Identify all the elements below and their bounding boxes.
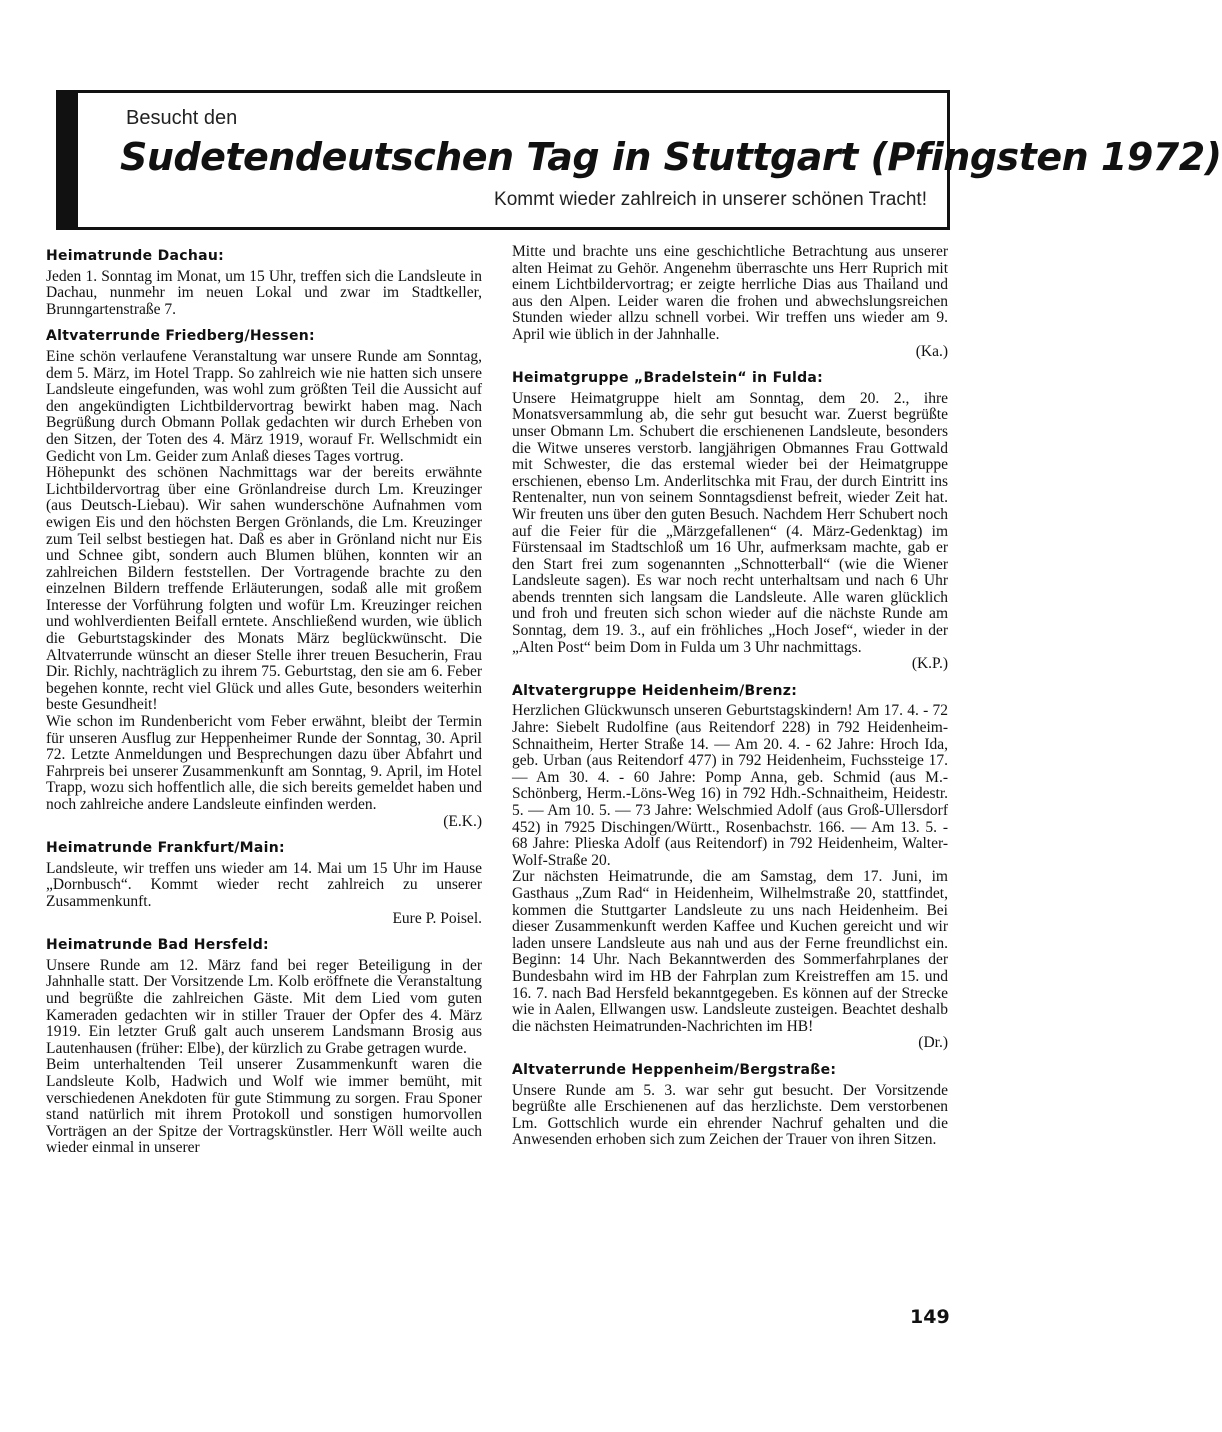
banner-subtitle: Kommt wieder zahlreich in unserer schönen Tracht!: [494, 189, 927, 210]
text-dachau: Jeden 1. Sonntag im Monat, um 15 Uhr, treffen sich die Landsleute in Dachau, nunmehr im neuen Lokal und zwar im Stadtkeller, Brunngartenstraße 7.: [46, 267, 482, 318]
text-hersfeld-2: Beim unterhaltenden Teil unserer Zusammenkunft waren die Landsleute Kolb, Hadwich und Wolf wie immer bemüht, mit verschiedenen Anekdoten für gute Stimmung zu sorgen. Frau Sponer stand natürlich mit ihrem Protokoll und sonstigen humorvollen Vorträgen an der Spitze der Vortragskünstler. Herr Wöll weilte auch wieder einmal in unserer: [46, 1056, 482, 1157]
heading-friedberg: Altvaterrunde Friedberg/Hessen:: [46, 328, 315, 345]
section-friedberg: [46, 328, 482, 830]
signature-hersfeld: (Ka.): [915, 342, 948, 360]
text-heppenheim: Unsere Runde am 5. 3. war sehr gut besucht. Der Vorsitzende begrüßte alle Erschienenen auf das herzlichste. Dem verstorbenen Lm. Gottschlich wurde ein ehrender Nachruf gehalten und die Anwesenden erhoben sich zum Zeichen der Trauer von ihren Sitzen.: [512, 1081, 948, 1149]
banner-black-bar: [56, 93, 78, 227]
signature-frankfurt: Eure P. Poisel.: [392, 909, 482, 927]
section-hersfeld: [46, 937, 482, 1157]
heading-heppenheim: Altvaterrunde Heppenheim/Bergstraße:: [512, 1061, 837, 1078]
heading-frankfurt: Heimatrunde Frankfurt/Main:: [46, 840, 285, 857]
section-fulda: [512, 370, 948, 673]
section-frankfurt: [46, 840, 482, 927]
section-dachau: [46, 248, 482, 318]
banner-kicker: Besucht den: [126, 107, 238, 129]
right-column: [512, 244, 948, 1159]
page-number: 149: [910, 1306, 950, 1328]
text-friedberg-3: Wie schon im Rundenbericht vom Feber erwähnt, bleibt der Termin für unseren Ausflug zur Heppenheimer Runde der Sonntag, 30. April 72. Letzte Anmeldungen und Besprechungen dazu über Abfahrt und Fahrpreis bei unserer Zusammenkunft am Sonntag, 9. April, im Hotel Trapp, wozu sich hoffentlich alle, die sich bereits gemeldet haben und noch zahlreiche andere Landsleute einfinden werden.: [46, 713, 482, 813]
section-heidenheim: [512, 683, 948, 1052]
heading-fulda: Heimatgruppe „Bradelstein“ in Fulda:: [512, 370, 824, 387]
heading-heidenheim: Altvatergruppe Heidenheim/Brenz:: [512, 682, 798, 699]
section-hersfeld-continued: [512, 244, 948, 360]
text-friedberg-1: Eine schön verlaufene Veranstaltung war unsere Runde am Sonntag, dem 5. März, im Hotel Trapp. So zahlreich wie nie hatten sich unsere Landsleute eingefunden, was wohl zum größten Teil die Aussicht auf den angekündigten Lichtbildervortrag bewirkt haben mag. Nach Begrüßung durch Obmann Pollak gedachten wir durch Erheben von den Sitzen, der Toten des 4. März 1919, worauf Fr. Wellschmidt ein Gedicht von Lm. Geider zum Anlaß dieses Tages vortrug.: [46, 347, 482, 465]
signature-friedberg: (E.K.): [443, 812, 482, 830]
heading-hersfeld: Heimatrunde Bad Hersfeld:: [46, 937, 269, 954]
text-hersfeld-1: Unsere Runde am 12. März fand bei reger Beteiligung in der Jahnhalle statt. Der Vorsitzende Lm. Kolb eröffnete die Veranstaltung und begrüßte die zahlreichen Gäste. Mit dem Lied vom guten Kameraden gedachten wir in stiller Trauer der Opfer des 4. März 1919. Ein letzter Gruß galt auch unserem Landsmann Brosig aus Lautenhausen (früher: Elbe), der kürzlich zu Grabe getragen wurde.: [46, 956, 482, 1057]
text-heidenheim-2: Zur nächsten Heimatrunde, die am Samstag, dem 17. Juni, im Gasthaus „Zum Rad“ in Heidenheim, Wilhelmstraße 20, stattfindet, kommen die Stuttgarter Landsleute zu uns nach Heidenheim. Bei dieser Zusammenkunft werden Kaffee und Kuchen gereicht und wir laden unsere Landsleute aus nah und aus der Ferne freundlichst ein. Beginn: 14 Uhr. Nach Bekanntwerden des Sommerfahrplanes der Bundesbahn wird im HB der Fahrplan zum Kreistreffen am 15. und 16. 7. nach Bad Hersfeld bekanntgegeben. Es können auf der Strecke wie in Aalen, Ellwangen usw. Landsleute zusteigen. Beachtet deshalb die nächsten Heimatrunden-Nachrichten im HB!: [512, 868, 948, 1035]
text-fulda: Unsere Heimatgruppe hielt am Sonntag, dem 20. 2., ihre Monatsversammlung ab, die sehr gut besucht war. Zuerst begrüßte unser Obmann Lm. Schubert die erschienenen Landsleute, besonders die Witwe unseres verstorb. langjährigen Obmannes Frau Gottwald mit Schwester, die das erstemal wieder bei der Heimatgruppe erschienen, ebenso Lm. Anderlitschka mit Frau, der durch Eintritt ins Rentenalter, nun von seinem Sonntagsdienst befreit, wieder Zeit hat. Wir freuten uns über den guten Besuch. Nachdem Herr Schubert noch auf die Feier für die „Märzgefallenen“ (4. März-Gedenktag) im Fürstensaal im Stadtschloß um 16 Uhr, aufmerksam machte, gab er den Start frei zum sogenannten „Schnotterball“ (wie die Wiener Landsleute sagen). Es war noch recht unterhaltsam und nach 6 Uhr abends trennten sich langsam die Landsleute. Alle waren glücklich und froh und freuten sich schon wieder auf die nächste Runde am Sonntag, dem 19. 3., auf ein fröhliches „Hoch Josef“, wieder in der „Alten Post“ beim Dom in Fulda um 3 Uhr nachmittags.: [512, 389, 948, 656]
left-column: [46, 244, 482, 1167]
text-friedberg-2: Höhepunkt des schönen Nachmittags war der bereits erwähnte Lichtbildervortrag über eine Grönlandreise durch Lm. Kreuzinger (aus Deutsch-Liebau). Wir sahen wunderschöne Aufnahmen vom ewigen Eis und den höchsten Bergen Grönlands, die Lm. Kreuzinger zum Teil selbst bestiegen hat. Daß es aber in Grönland nicht nur Eis und Schnee gibt, sondern auch Blumen blühen, konnten wir an zahlreichen Bildern feststellen. Der Vortragende brachte zu den einzelnen Bildern treffende Erläuterungen, sodaß alle mit großem Interesse der Vorführung folgten und wofür Lm. Kreuzinger reichen und wohlverdienten Beifall erntete. Anschließend wurden, wie üblich die Geburtstagskinder des Monats März beglückwünscht. Die Altvaterrunde wünscht an dieser Stelle ihrer treuen Besucherin, Frau Dir. Richly, nachträglich zu ihrem 75. Geburtstag, den sie am 6. Feber begehen konnte, recht viel Glück und alles Gute, besonders weiterhin beste Gesundheit!: [46, 464, 482, 714]
text-hersfeld-continued: Mitte und brachte uns eine geschichtliche Betrachtung aus unserer alten Heimat zu Gehör. Angenehm überraschte uns Herr Ruprich mit einem Lichtbildervortrag; er zeigte herrliche Dias aus Thailand und aus den Alpen. Leider waren die frohen und abwechslungsreichen Stunden wieder allzu schnell vorbei. Wir treffen uns wieder am 9. April wie üblich in der Jahnhalle.: [512, 243, 948, 343]
text-heidenheim-1: Herzlichen Glückwunsch unseren Geburtstagskindern! Am 17. 4. - 72 Jahre: Siebelt Rudolfine (aus Reitendorf 228) in 792 Heidenheim-Schnaitheim, Herter Straße 14. — Am 20. 4. - 62 Jahre: Hroch Ida, geb. Urban (aus Reitendorf 477) in 792 Heidenheim, Fuchssteige 17. — Am 30. 4. - 60 Jahre: Pomp Anna, geb. Schmid (aus M.-Schönberg, Herm.-Löns-Weg 16) in 792 Hdh.-Schnaitheim, Heidestr. 5. — Am 10. 5. — 73 Jahre: Welschmied Adolf (aus Groß-Ullersdorf 452) in 7925 Dischingen/Württ., Rosenbachstr. 166. — Am 13. 5. - 68 Jahre: Plieska Adolf (aus Reitendorf) in 792 Heidenheim, Walter-Wolf-Straße 20.: [512, 702, 948, 869]
event-banner: [56, 90, 1222, 230]
section-heppenheim: [512, 1062, 948, 1149]
text-frankfurt: Landsleute, wir treffen uns wieder am 14. Mai um 15 Uhr im Hause „Dornbusch“. Kommt wieder recht zahlreich zu unserer Zusammenkunft.: [46, 859, 482, 910]
signature-heidenheim: (Dr.): [918, 1034, 948, 1052]
banner-title: Sudetendeutschen Tag in Stuttgart (Pfingsten 1972): [120, 135, 1222, 179]
signature-fulda: (K.P.): [911, 655, 948, 673]
heading-dachau: Heimatrunde Dachau:: [46, 248, 225, 264]
